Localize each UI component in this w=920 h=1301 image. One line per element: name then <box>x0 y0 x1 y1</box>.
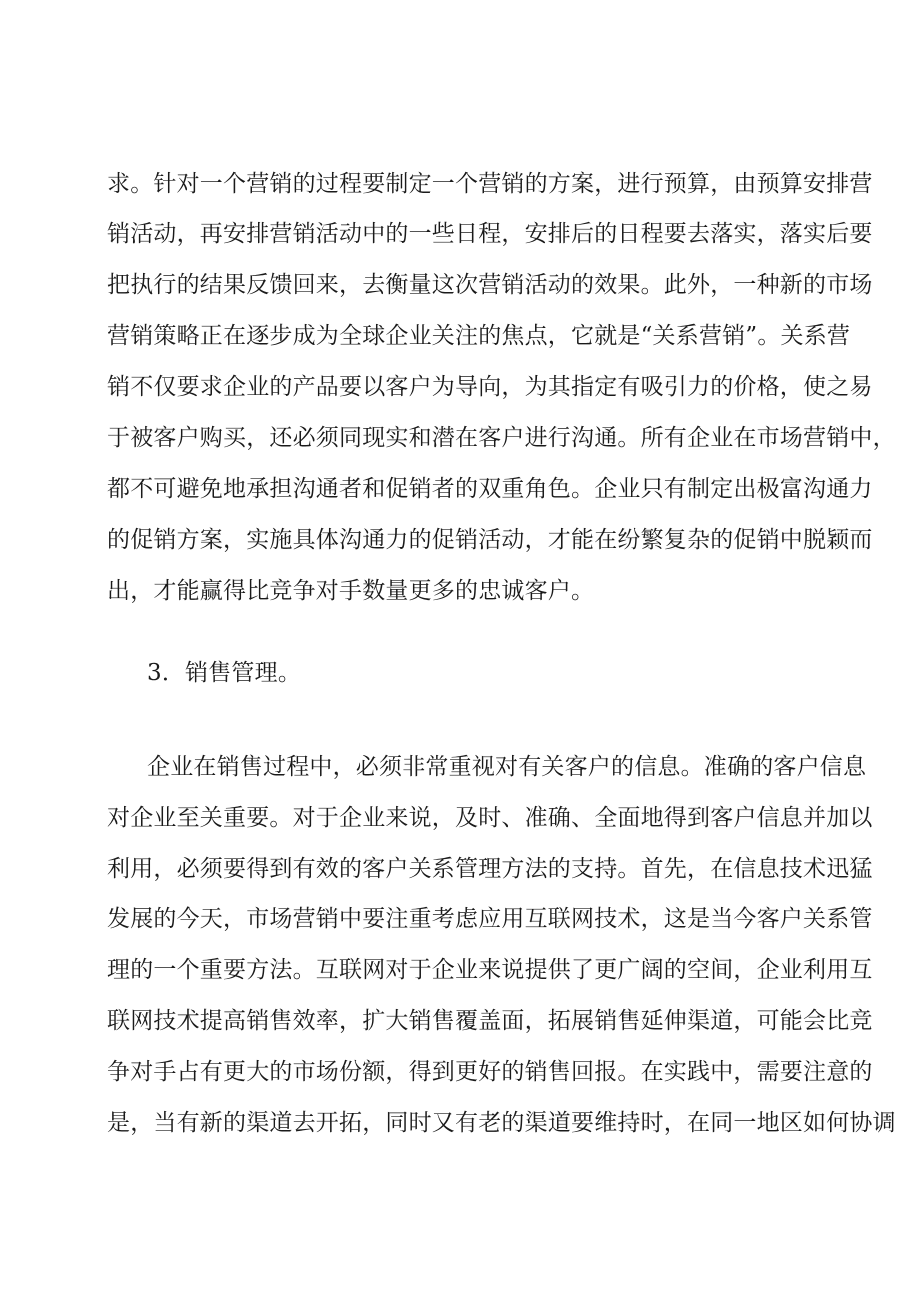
paragraph-line: 销活动，再安排营销活动中的一些日程，安排后的日程要去落实，落实后要 <box>107 221 873 247</box>
paragraph-line: 对企业至关重要。对于企业来说，及时、准确、全面地得到客户信息并加以 <box>107 805 873 831</box>
paragraph-line: 营销策略正在逐步成为全球企业关注的焦点，它就是“关系营销”。关系营 <box>107 323 851 349</box>
paragraph-line: 企业在销售过程中，必须非常重视对有关客户的信息。准确的客户信息 <box>147 754 867 780</box>
paragraph-line: 发展的今天，市场营销中要注重考虑应用互联网技术，这是当今客户关系管 <box>107 906 873 932</box>
section-heading: 3．销售管理。 <box>147 660 302 686</box>
paragraph-line: 联网技术提高销售效率，扩大销售覆盖面，拓展销售延伸渠道，可能会比竞 <box>107 1008 873 1034</box>
paragraph-line: 的促销方案，实施具体沟通力的促销活动，才能在纷繁复杂的促销中脱颖而 <box>107 527 873 553</box>
paragraph-line: 理的一个重要方法。互联网对于企业来说提供了更广阔的空间，企业利用互 <box>107 957 873 983</box>
paragraph-line: 销不仅要求企业的产品要以客户为导向，为其指定有吸引力的价格，使之易 <box>107 374 873 400</box>
paragraph-line: 都不可避免地承担沟通者和促销者的双重角色。企业只有制定出极富沟通力 <box>107 476 873 502</box>
paragraph-line: 求。针对一个营销的过程要制定一个营销的方案，进行预算，由预算安排营 <box>107 171 873 197</box>
paragraph-line: 争对手占有更大的市场份额，得到更好的销售回报。在实践中，需要注意的 <box>107 1059 873 1085</box>
paragraph-line: 利用，必须要得到有效的客户关系管理方法的支持。首先，在信息技术迅猛 <box>107 856 873 882</box>
paragraph-line: 把执行的结果反馈回来，去衡量这次营销活动的效果。此外，一种新的市场 <box>107 272 873 298</box>
paragraph-line: 出，才能赢得比竞争对手数量更多的忠诚客户。 <box>107 578 595 604</box>
paragraph-line: 是，当有新的渠道去开拓，同时又有老的渠道要维持时，在同一地区如何协调 <box>107 1110 896 1136</box>
paragraph-line: 于被客户购买，还必须同现实和潜在客户进行沟通。所有企业在市场营销中， <box>107 425 896 451</box>
